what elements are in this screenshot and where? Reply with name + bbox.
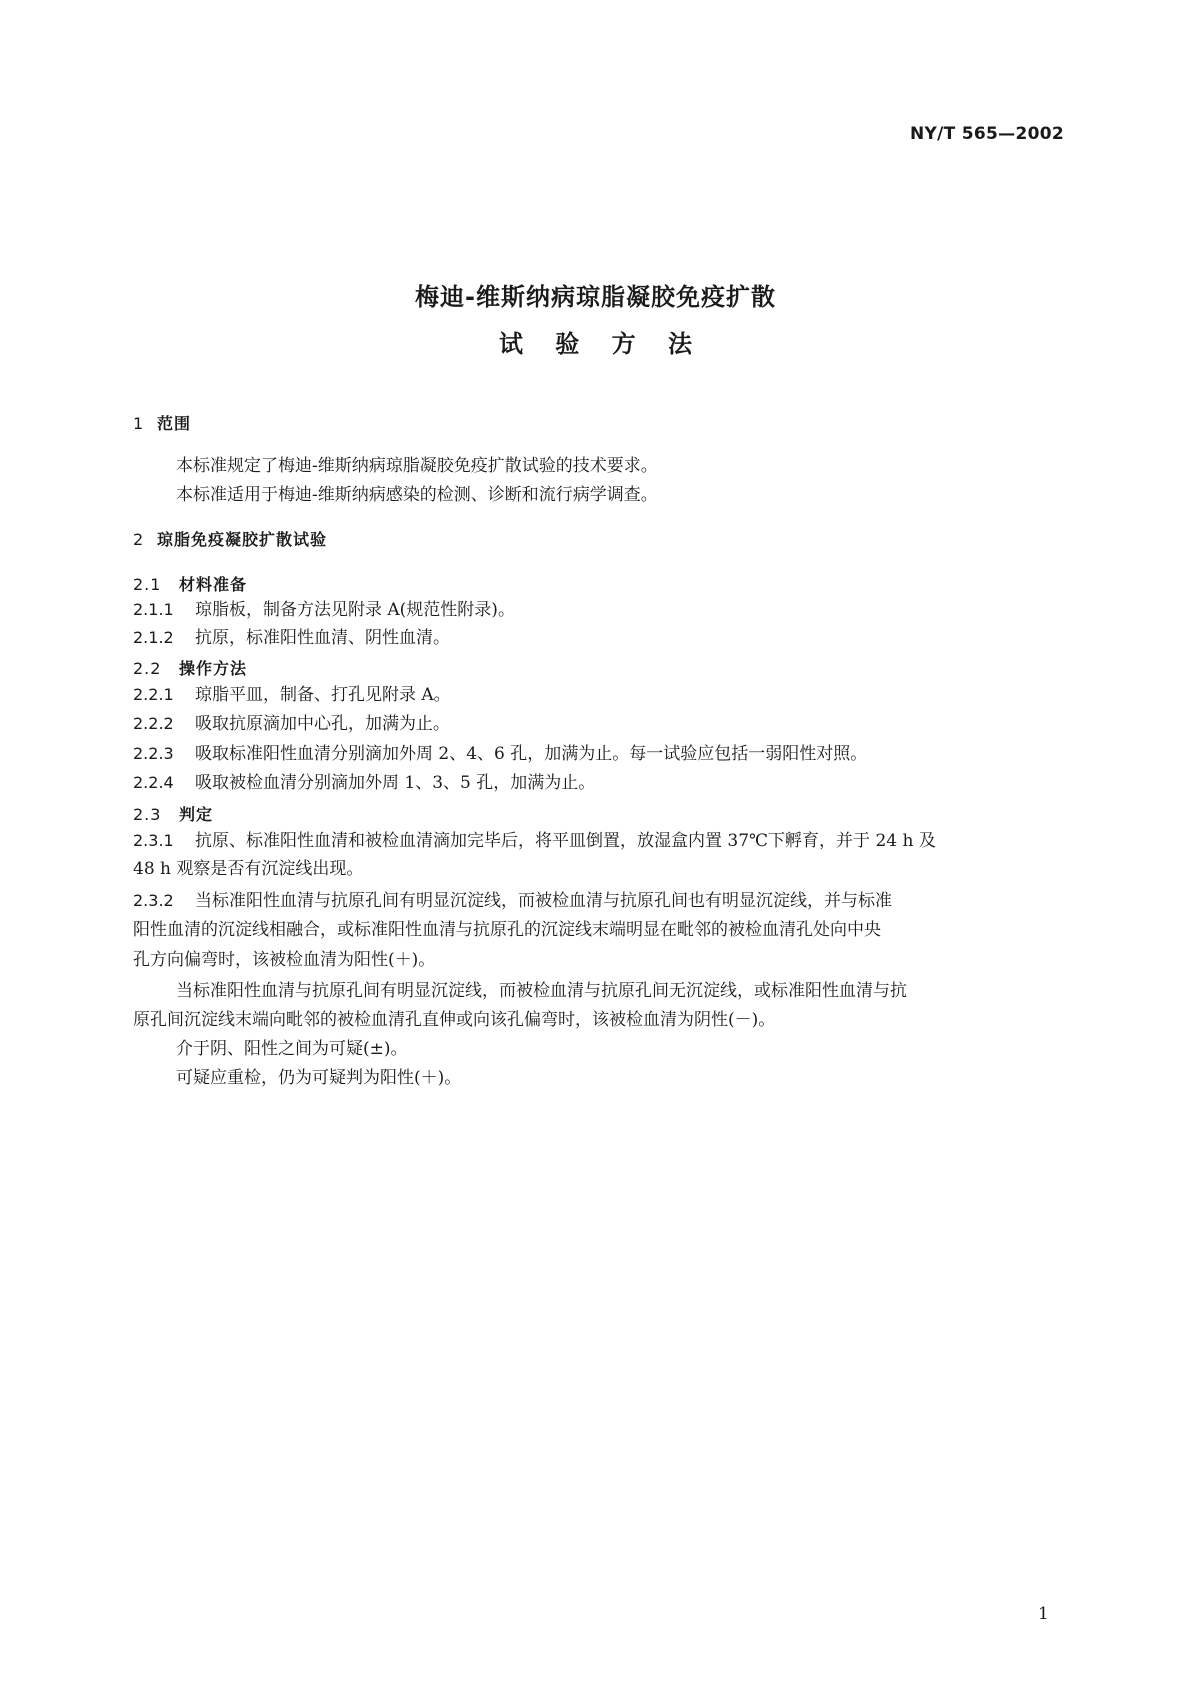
section-title: 琼脂免疫凝胶扩散试验 (157, 530, 328, 549)
subsection-2-2-heading (133, 656, 247, 679)
section-number: 2 (133, 530, 145, 549)
paragraph: 介于阴、阳性之间为可疑(±)。 (176, 1039, 408, 1059)
clause-text: 琼脂平皿，制备、打孔见附录 A。 (195, 685, 451, 705)
section-title: 操作方法 (179, 659, 248, 678)
clause-text: 当标准阳性血清与抗原孔间有明显沉淀线，而被检血清与抗原孔间也有明显沉淀线，并与标准 (195, 891, 892, 911)
section-title: 判定 (179, 805, 214, 824)
clause-2-2-3 (133, 744, 1063, 764)
page-number: 1 (1038, 1604, 1049, 1624)
clause-text: 吸取抗原滴加中心孔，加满为止。 (195, 714, 450, 734)
paragraph: 本标准适用于梅迪-维斯纳病感染的检测、诊断和流行病学调查。 (176, 485, 658, 505)
clause-text-continuation: 阳性血清的沉淀线相融合，或标准阳性血清与抗原孔的沉淀线末端明显在毗邻的被检血清孔处向中央 (133, 920, 881, 940)
clause-number: 2.1.1 (133, 600, 174, 619)
clause-number: 2.2.2 (133, 714, 174, 733)
document-title-line1: 梅迪-维斯纳病琼脂凝胶免疫扩散 (415, 283, 776, 311)
section-number: 2.2 (133, 659, 162, 678)
clause-2-1-1 (133, 600, 1063, 620)
clause-number: 2.2.1 (133, 685, 174, 704)
section-2-heading (133, 527, 327, 550)
clause-2-2-2 (133, 714, 1063, 734)
section-title: 材料准备 (179, 575, 248, 594)
clause-2-1-2 (133, 628, 1063, 648)
paragraph-continuation: 原孔间沉淀线末端向毗邻的被检血清孔直伸或向该孔偏弯时，该被检血清为阴性(－)。 (133, 1010, 776, 1030)
standard-code: NY/T 565—2002 (910, 124, 1064, 144)
clause-number: 2.3.2 (133, 891, 174, 910)
clause-2-3-2 (133, 891, 1063, 911)
clause-text-continuation: 48 h 观察是否有沉淀线出现。 (133, 859, 364, 879)
clause-number: 2.2.3 (133, 744, 174, 763)
section-number: 2.3 (133, 805, 162, 824)
paragraph: 可疑应重检，仍为可疑判为阳性(＋)。 (176, 1068, 462, 1088)
paragraph: 本标准规定了梅迪-维斯纳病琼脂凝胶免疫扩散试验的技术要求。 (176, 456, 658, 476)
section-title: 范围 (157, 414, 192, 433)
clause-2-3-1 (133, 831, 1063, 851)
clause-text: 吸取被检血清分别滴加外周 1、3、5 孔，加满为止。 (195, 773, 596, 793)
document-title-line2: 试 验 方 法 (498, 330, 705, 358)
clause-number: 2.2.4 (133, 773, 174, 792)
section-number: 2.1 (133, 575, 162, 594)
clause-number: 2.1.2 (133, 628, 174, 647)
clause-number: 2.3.1 (133, 831, 174, 850)
clause-text: 抗原，标准阳性血清、阴性血清。 (195, 628, 450, 648)
clause-2-2-1 (133, 685, 1063, 705)
paragraph: 当标准阳性血清与抗原孔间有明显沉淀线，而被检血清与抗原孔间无沉淀线，或标准阳性血清与抗 (176, 981, 907, 1001)
clause-text: 琼脂板，制备方法见附录 A(规范性附录)。 (195, 600, 515, 620)
clause-text-continuation: 孔方向偏弯时，该被检血清为阳性(＋)。 (133, 950, 436, 970)
clause-text: 吸取标准阳性血清分别滴加外周 2、4、6 孔，加满为止。每一试验应包括一弱阳性对照。 (195, 744, 868, 764)
clause-2-2-4 (133, 773, 1063, 793)
section-1-heading (133, 411, 191, 434)
subsection-2-3-heading (133, 802, 213, 825)
section-number: 1 (133, 414, 145, 433)
subsection-2-1-heading (133, 572, 247, 595)
clause-text: 抗原、标准阳性血清和被检血清滴加完毕后，将平皿倒置，放湿盒内置 37℃下孵育，并于 24 h 及 (195, 831, 936, 851)
